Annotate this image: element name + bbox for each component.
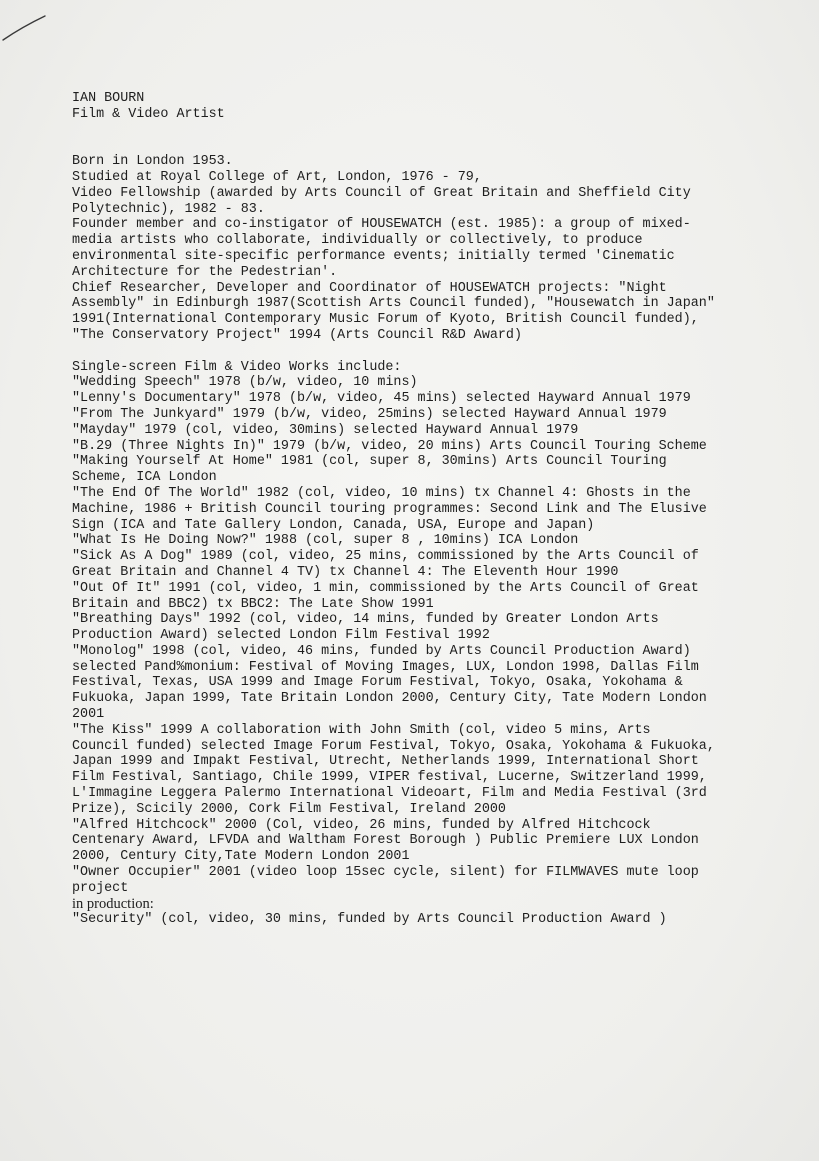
education-info: Studied at Royal College of Art, London, 1976 - 79, Video Fellowship (awarded by Arts Council of Great Britain and Sheffield City Polytechnic), 1982 - 83. (72, 169, 691, 217)
work-item: "From The Junkyard" 1979 (b/w, video, 25mins) selected Hayward Annual 1979 (72, 406, 667, 422)
work-item: "The Kiss" 1999 A collaboration with John Smith (col, video 5 mins, Arts Council funded) selected Image Forum Festival, Tokyo, Osaka, Yokohama & Fukuoka, Japan 1999 and Impakt Festival, Utrecht, Netherlands 1999, International Short Film Festival, Santiago, Chile 1999, VIPER festival, Lucerne, Switzerland 1999, L'Immagine Leggera Palermo International Videoart, Film and Media Festival (3rd Prize), Scicily 2000, Cork Film Festival, Ireland 2000 (72, 722, 715, 817)
work-item: "Monolog" 1998 (col, video, 46 mins, funded by Arts Council Production Award) selected Pand%monium: Festival of Moving Images, LUX, London 1998, Dallas Film Festival, Texas, USA 1999 and Image Forum Festival, Tokyo, Osaka, Yokohama & Fukuoka, Japan 1999, Tate Britain London 2000, Century City, Tate Modern London 2001 (72, 643, 707, 723)
work-item: "Owner Occupier" 2001 (video loop 15sec cycle, silent) for FILMWAVES mute loop project (72, 865, 699, 896)
production-item: "Security" (col, video, 30 mins, funded by Arts Council Production Award ) (72, 912, 667, 928)
work-item: "B.29 (Three Nights In)" 1979 (b/w, video, 20 mins) Arts Council Touring Scheme (72, 438, 707, 454)
artist-role: Film & Video Artist (72, 106, 225, 122)
researcher-info: Chief Researcher, Developer and Coordinator of HOUSEWATCH projects: "Night Assembly" in Edinburgh 1987(Scottish Arts Council funded), "Housewatch in Japan" 1991(International Contemporary Music Forum of Kyoto, British Council funded), "The Conservatory Project" 1994 (Arts Council R&D Award) (72, 280, 715, 343)
work-item: "The End Of The World" 1982 (col, video, 10 mins) tx Channel 4: Ghosts in the Machine, 1986 + British Council touring programmes: Second Link and The Elusive Sign (ICA and Tate Gallery London, Canada, USA, Europe and Japan) (72, 485, 707, 533)
work-item: "Alfred Hitchcock" 2000 (Col, video, 26 mins, funded by Alfred Hitchcock Centenary Award, LFVDA and Waltham Forest Borough ) Public Premiere LUX London 2000, Century City,Tate Modern London 2001 (72, 817, 699, 865)
work-item: "Lenny's Documentary" 1978 (b/w, video, 45 mins) selected Hayward Annual 1979 (72, 391, 691, 407)
pen-stroke-mark (0, 0, 60, 50)
work-item: "Making Yourself At Home" 1981 (col, super 8, 30mins) Arts Council Touring Scheme, ICA London (72, 454, 667, 486)
work-item: "What Is He Doing Now?" 1988 (col, super 8 , 10mins) ICA London (72, 533, 579, 549)
work-item: "Wedding Speech" 1978 (b/w, video, 10 mins) (72, 375, 418, 391)
work-item: "Breathing Days" 1992 (col, video, 14 mins, funded by Greater London Arts Production Award) selected London Film Festival 1992 (72, 612, 659, 644)
works-heading: Single-screen Film & Video Works include: (72, 359, 402, 375)
work-item: "Out Of It" 1991 (col, video, 1 min, commissioned by the Arts Council of Great Britain and BBC2) tx BBC2: The Late Show 1991 (72, 580, 699, 612)
housewatch-info: Founder member and co-instigator of HOUSEWATCH (est. 1985): a group of mixed- media artists who collaborate, individually or collectively, to produce environmental site-specific performance events; initially termed 'Cinematic Architecture for the Pedestrian'. (72, 217, 691, 280)
birth-info: Born in London 1953. (72, 154, 233, 170)
artist-name: IAN BOURN (72, 91, 145, 106)
work-item: "Sick As A Dog" 1989 (col, video, 25 mins, commissioned by the Arts Council of Great Britain and Channel 4 TV) tx Channel 4: The Eleventh Hour 1990 (72, 549, 699, 580)
document-body (72, 91, 772, 928)
production-heading: in production: (72, 895, 154, 912)
work-item: "Mayday" 1979 (col, video, 30mins) selected Hayward Annual 1979 (72, 422, 579, 438)
works-list (72, 375, 772, 896)
